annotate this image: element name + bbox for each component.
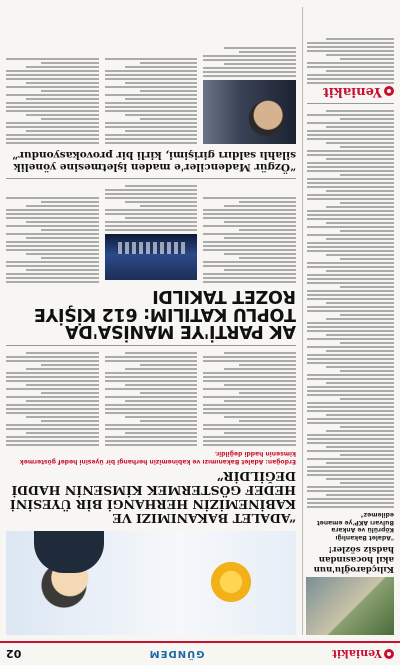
article-column [6,350,99,446]
body-text [203,197,296,283]
headline-top: “ADALET BAKANIMIZI VE KABİNEMİZİN HERHANGİ BİR ÜYESİNİ HEDEF GÖSTERMEK KİMSENİN HADDİ DEĞİLDİR” [9,469,296,526]
article-column [105,350,198,446]
article-column [203,45,296,144]
body-text [105,185,198,231]
body-text [203,47,296,77]
minister-photo [203,80,296,144]
page-header [0,641,400,665]
body-text [6,197,99,283]
sidebar-headline: Kılıçdaroğlu'nun akıl hocasından hadsiz sözler! [313,544,394,574]
speaker-figure [34,531,104,573]
section-title: GÜNDEM [148,648,205,660]
imprint-text [307,38,394,84]
sidebar-body-text [307,110,394,508]
main-column [6,7,296,635]
imprint-brand-mark-icon [384,86,394,96]
body-text [6,352,99,446]
sidebar-subhead: "Adalet Bakanlığı Köprülü ve Ankara Bulvarı AKP'ye emanet edilemez" [316,511,394,541]
party-lightbulb-emblem-icon [196,547,266,617]
sidebar-photo [306,577,394,635]
header-logo [332,648,394,661]
hero-photo [6,531,296,635]
article-columns-top [6,350,296,446]
divider [6,345,296,346]
body-text [6,58,99,144]
headline-bottom: “Özgür Madenciler'e maden işletmesine yönelik silahlı saldırı girişimi, kirli bir provokasyondur” [12,149,296,173]
rally-photo [105,234,198,280]
imprint-brand-name: Yeniakit [322,83,382,99]
headline-mid: AK PARTİ'YE MANİSA'DA TOPLU KATILIM: 612 KİŞİYE ROZET TAKILDI [34,286,296,342]
article-column [6,183,99,283]
body-text [105,58,198,144]
body-text [105,352,198,446]
sidebar [302,7,394,635]
sidebar-imprint [307,38,394,104]
article-column [6,45,99,144]
page-number: 02 [6,647,22,661]
article-column [105,45,198,144]
article-column [203,183,296,283]
lede-top: Erdoğan: Adalet Bakanımızı ve kabinemizin herhangi bir üyesini hedef göstermek kimsenin haddi değildir. [19,450,296,465]
brand-name: Yeniakit [331,647,382,661]
imprint-logo [307,84,394,99]
body-text [203,352,296,446]
article-column [105,183,198,283]
article-columns-bottom [6,45,296,144]
divider [6,178,296,179]
brand-mark-icon [384,649,394,659]
article-column [203,350,296,446]
article-columns-mid [6,183,296,283]
